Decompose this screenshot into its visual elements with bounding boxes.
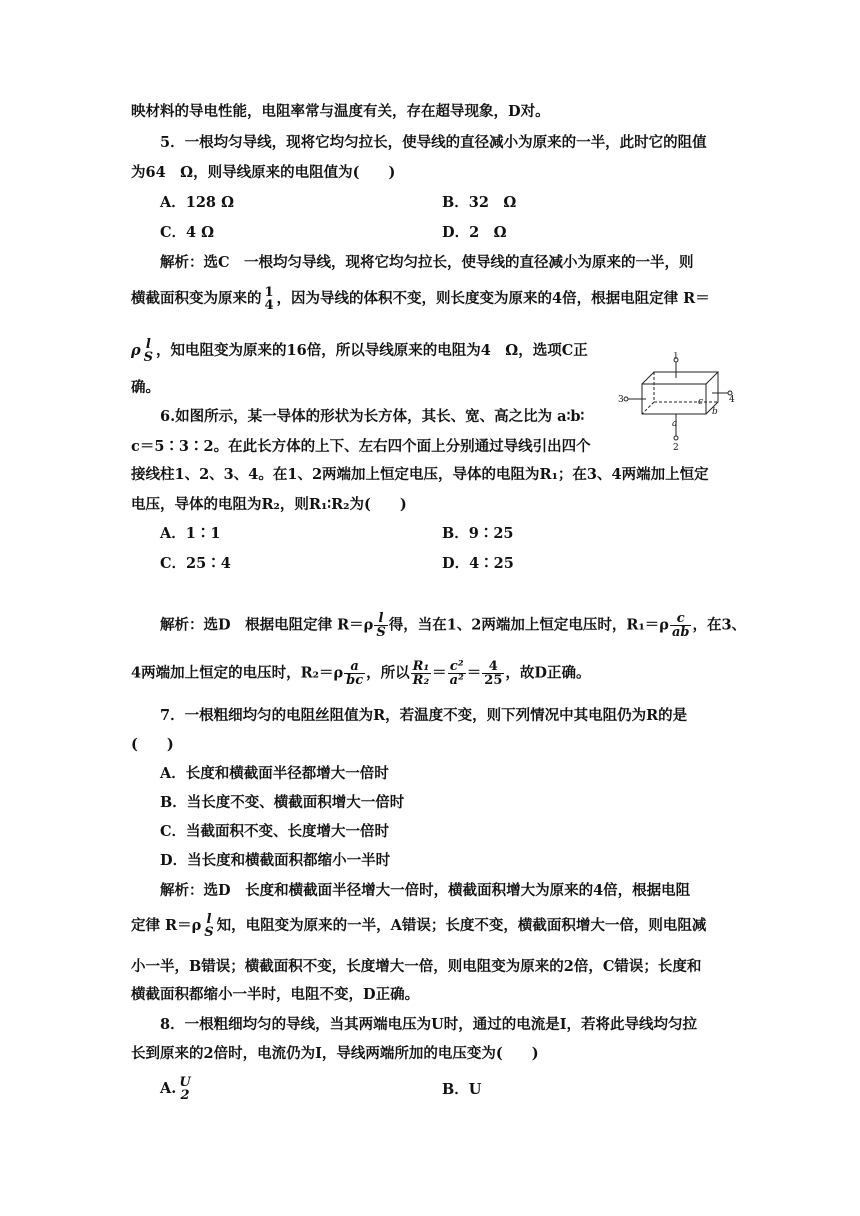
fraction-denominator: S bbox=[376, 625, 386, 640]
option-5-c: C．4 Ω bbox=[160, 224, 215, 241]
fraction-l-over-s bbox=[142, 338, 155, 364]
answer-text: 定律 R＝ρ bbox=[131, 917, 202, 934]
answer-text: 知，电阻变为原来的一半，A错误；长度不变，横截面积增大一倍，则电阻减 bbox=[216, 917, 707, 934]
option-5-b: B．32 Ω bbox=[442, 194, 517, 211]
dimension-label-a: a bbox=[672, 419, 678, 429]
answer-text: ，在3、 bbox=[692, 616, 747, 634]
option-5-d: D．2 Ω bbox=[442, 224, 507, 241]
answer-text: ，因为导线的体积不变，则长度变为原来的4倍，根据电阻定律 R＝ bbox=[276, 290, 710, 307]
terminal-label-4: 4 bbox=[729, 395, 735, 405]
fraction-numerator: 4 bbox=[482, 660, 504, 674]
fraction-denominator: 2 bbox=[180, 1088, 190, 1103]
option-7-a: A．长度和横截面半径都增大一倍时 bbox=[160, 765, 389, 782]
fraction-numerator: l bbox=[374, 612, 387, 626]
answer-7-line4: 横截面积都缩小一半时，电阻不变，D正确。 bbox=[131, 986, 420, 1003]
fraction-denominator: R₂ bbox=[412, 673, 430, 688]
option-6-d: D．4∶25 bbox=[442, 555, 514, 572]
question-5-stem-cont: 为64 Ω，则导线原来的电阻值为( ) bbox=[131, 164, 396, 181]
option-8-b: B．U bbox=[442, 1081, 482, 1098]
fraction-numerator: l bbox=[145, 337, 151, 352]
fraction-denominator: 25 bbox=[484, 673, 503, 688]
cuboid-front-face bbox=[642, 384, 706, 414]
answer-6-line2: 4两端加上恒定的电压时，R₂＝ρ $\frac{a}{bc}$ ，所以 $\frac{\text{R₁}}{\text{R₂}}$ ＝ $\frac{\text{c²}}{\text{a²}}$ ＝ $\frac{4}{25}$ ，故D正确。 bbox=[131, 659, 591, 688]
fraction-4-over-25 bbox=[482, 660, 504, 687]
dimension-label-c: c bbox=[698, 397, 704, 407]
fraction-a-over-bc bbox=[344, 660, 365, 687]
fraction-denominator: S bbox=[204, 925, 214, 940]
answer-7-line3: 小一半，B错误；横截面积不变，长度增大一倍，则电阻变为原来的2倍，C错误；长度和 bbox=[131, 958, 702, 975]
fraction-numerator: 1 bbox=[264, 285, 274, 300]
fraction-denominator: bc bbox=[346, 673, 364, 688]
cuboid-hidden-edge bbox=[642, 402, 654, 414]
option-6-b: B．9∶25 bbox=[442, 525, 514, 542]
answer-text: ，所以 bbox=[366, 664, 410, 682]
answer-text: 得，当在1、2两端加上恒定电压时，R₁＝ρ bbox=[388, 616, 669, 634]
answer-7-line1: 解析：选D 长度和横截面半径增大一倍时，横截面积增大为原来的4倍，根据电阻 bbox=[160, 882, 691, 899]
terminal-3-knob bbox=[624, 397, 628, 401]
answer-text: 横截面积变为原来的 bbox=[131, 290, 262, 307]
cuboid-top-face bbox=[642, 372, 718, 384]
option-6-a: A．1∶1 bbox=[160, 525, 221, 542]
option-7-c: C．当截面积不变、长度增大一倍时 bbox=[160, 823, 390, 840]
answer-5-line1: 解析：选C 一根均匀导线，现将它均匀拉长，使导线的直径减小为原来的一半，则 bbox=[160, 254, 694, 271]
answer-text: ，知电阻变为原来的16倍，所以导线原来的电阻为4 Ω，选项C正 bbox=[156, 342, 588, 359]
terminal-label-1: 1 bbox=[673, 352, 679, 361]
terminal-label-2: 2 bbox=[673, 443, 679, 452]
fraction-numerator: U bbox=[179, 1075, 191, 1090]
question-6-stem-cont: 电压，导体的电阻为R₂，则R₁∶R₂为( ) bbox=[131, 496, 407, 513]
fraction-l-over-s bbox=[202, 913, 215, 939]
fraction-denominator: ab bbox=[671, 625, 690, 640]
option-7-b: B．当长度不变、横截面积增大一倍时 bbox=[160, 794, 405, 811]
fraction-numerator: c² bbox=[448, 660, 466, 674]
fraction-numerator: c bbox=[670, 612, 692, 626]
terminal-label-3: 3 bbox=[618, 395, 624, 405]
fraction-quarter bbox=[263, 286, 276, 312]
option-8-a bbox=[160, 1076, 194, 1102]
question-8-stem: 8．一根粗细均匀的导线，当其两端电压为U时，通过的电流是I，若将此导线均匀拉 bbox=[160, 1016, 698, 1033]
text-line: 映材料的导电性能，电阻率常与温度有关，存在超导现象，D对。 bbox=[131, 103, 550, 120]
option-7-d: D．当长度和横截面积都缩小一半时 bbox=[160, 852, 391, 869]
option-5-a: A．128 Ω bbox=[160, 194, 234, 211]
question-7-stem-cont: ( ) bbox=[131, 736, 174, 753]
answer-text: ，故D正确。 bbox=[505, 664, 591, 682]
fraction-c-over-ab bbox=[670, 612, 692, 639]
fraction-u-over-2 bbox=[177, 1076, 192, 1102]
question-8-stem-cont: 长到原来的2倍时，电流仍为I，导线两端所加的电压变为( ) bbox=[131, 1045, 539, 1062]
question-6-stem-cont: c＝5∶3∶2。在此长方体的上下、左右四个面上分别通过导线引出四个 bbox=[131, 438, 591, 455]
answer-text: 4两端加上恒定的电压时，R₂＝ρ bbox=[131, 664, 344, 682]
answer-5-line2 bbox=[131, 286, 731, 312]
fraction-denominator: 4 bbox=[264, 298, 274, 313]
question-6-stem: 6.如图所示，某一导体的形状为长方体，其长、宽、高之比为 a∶b∶ bbox=[160, 408, 585, 425]
fraction-denominator: S bbox=[143, 350, 154, 365]
question-5-stem: 5．一根均匀导线，现将它均匀拉长，使导线的直径减小为原来的一半，此时它的阻值 bbox=[160, 134, 707, 151]
option-6-c: C．25∶4 bbox=[160, 555, 231, 572]
answer-7-line2 bbox=[131, 913, 731, 939]
cuboid-conductor-figure bbox=[618, 352, 736, 452]
cuboid-hidden-edges bbox=[654, 372, 718, 402]
dimension-label-b: b bbox=[712, 407, 718, 417]
fraction-c2-over-a2 bbox=[448, 660, 466, 687]
answer-5-line4: 确。 bbox=[131, 379, 160, 396]
answer-6-line1 bbox=[160, 612, 760, 639]
answer-text: ρ bbox=[131, 342, 141, 359]
answer-5-line3 bbox=[131, 338, 611, 364]
fraction-denominator: a² bbox=[449, 673, 464, 688]
fraction-l-over-s bbox=[374, 612, 387, 639]
fraction-numerator: a bbox=[344, 660, 365, 674]
fraction-numerator: l bbox=[206, 912, 212, 927]
question-6-stem-cont: 接线柱1、2、3、4。在1、2两端加上恒定电压，导体的电阻为R₁；在3、4两端加上恒定 bbox=[131, 466, 709, 483]
terminal-2-knob bbox=[674, 436, 678, 440]
question-7-stem: 7．一根粗细均匀的电阻丝阻值为R，若温度不变，则下列情况中其电阻仍为R的是 bbox=[160, 707, 688, 724]
fraction-numerator: R₁ bbox=[412, 659, 430, 674]
option-label: A. bbox=[160, 1080, 177, 1097]
answer-text: 解析：选D 根据电阻定律 R＝ρ bbox=[160, 616, 374, 634]
fraction-r1-over-r2 bbox=[411, 660, 432, 687]
